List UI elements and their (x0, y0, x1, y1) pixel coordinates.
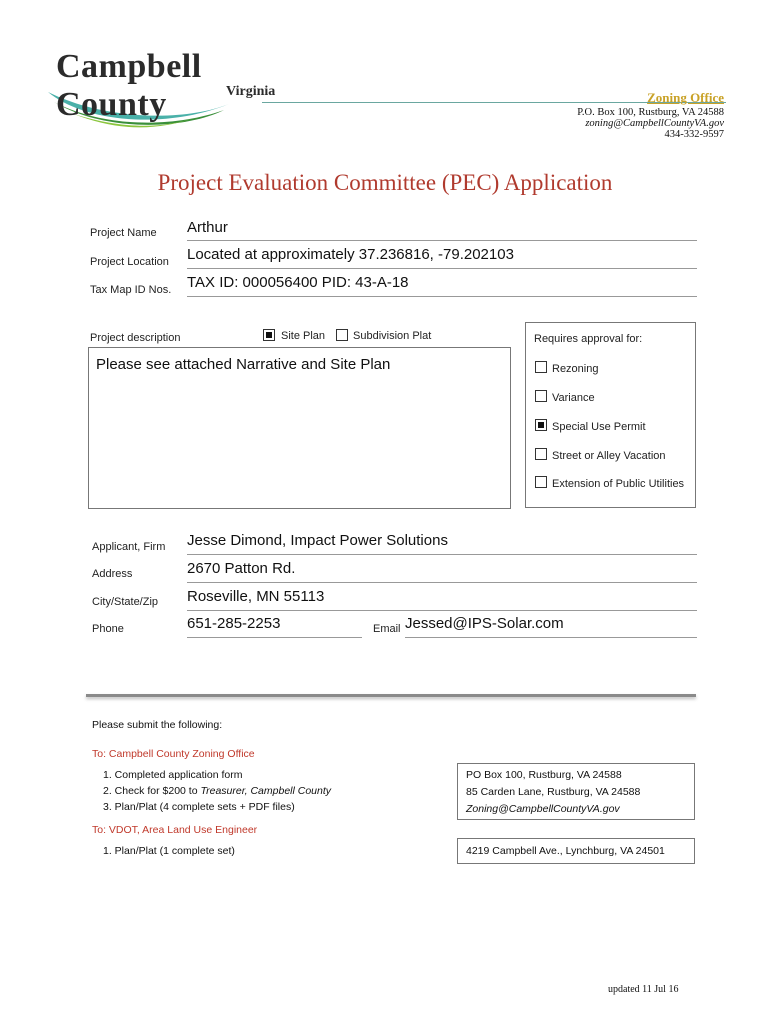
payee-text: Treasurer, Campbell County (200, 785, 332, 797)
phone-label: Phone (92, 623, 124, 635)
logo-subtext: Virginia (226, 84, 276, 99)
vdot-item-1: 1. Plan/Plat (1 complete set) (103, 845, 235, 857)
project-name-field[interactable]: Arthur (187, 219, 697, 241)
county-logo (44, 44, 314, 134)
rezoning-label: Rezoning (552, 363, 599, 375)
public-utilities-checkbox[interactable] (535, 476, 547, 488)
street-alley-vacation-label: Street or Alley Vacation (552, 450, 666, 462)
county-box-line-2: 85 Carden Lane, Rustburg, VA 24588 (466, 786, 641, 798)
project-description-label: Project description (90, 332, 181, 344)
special-use-permit-label: Special Use Permit (552, 421, 646, 433)
section-divider (86, 694, 696, 697)
email-label: Email (373, 623, 401, 635)
project-description-text: Please see attached Narrative and Site Plan (96, 356, 391, 373)
subdivision-plat-checkbox[interactable] (336, 329, 348, 341)
public-utilities-label: Extension of Public Utilities (552, 478, 685, 490)
updated-note: updated 11 Jul 16 (608, 984, 679, 995)
county-item-1: 1. Completed application form (103, 769, 243, 781)
tax-map-field[interactable]: TAX ID: 000056400 PID: 43-A-18 (187, 274, 697, 297)
rezoning-checkbox[interactable] (535, 361, 547, 373)
office-phone: 434-332-9597 (664, 129, 724, 140)
variance-label: Variance (552, 392, 595, 404)
phone-field[interactable]: 651-285-2253 (187, 615, 362, 638)
office-info (577, 90, 724, 140)
variance-checkbox[interactable] (535, 390, 547, 402)
county-address-box (457, 763, 695, 820)
address-label: Address (92, 568, 133, 580)
applicant-field[interactable]: Jesse Dimond, Impact Power Solutions (187, 532, 697, 555)
project-location-label: Project Location (90, 256, 169, 268)
project-location-field[interactable]: Located at approximately 37.236816, -79.202103 (187, 246, 697, 269)
tax-map-label: Tax Map ID Nos. (90, 284, 172, 296)
county-box-line-1: PO Box 100, Rustburg, VA 24588 (466, 769, 622, 781)
project-name-label: Project Name (90, 227, 157, 239)
vdot-box-line: 4219 Campbell Ave., Lynchburg, VA 24501 (466, 845, 665, 857)
city-state-zip-field[interactable]: Roseville, MN 55113 (187, 588, 697, 611)
to-county-heading: To: Campbell County Zoning Office (92, 748, 255, 760)
office-email: zoning@CampbellCountyVA.gov (585, 118, 724, 129)
page-title: Project Evaluation Committee (PEC) Application (157, 170, 613, 195)
logo-text: Campbell County (56, 48, 202, 123)
office-title: Zoning Office (647, 90, 724, 105)
email-field[interactable]: Jessed@IPS-Solar.com (405, 615, 697, 638)
vdot-address-box (457, 838, 695, 864)
address-field[interactable]: 2670 Patton Rd. (187, 560, 697, 583)
county-item-3: 3. Plan/Plat (4 complete sets + PDF files) (103, 801, 295, 813)
office-address: P.O. Box 100, Rustburg, VA 24588 (577, 107, 724, 118)
county-item-2-text: 2. Check for $200 to (103, 785, 201, 797)
city-state-zip-label: City/State/Zip (92, 596, 159, 608)
site-plan-checkbox[interactable] (263, 329, 275, 341)
special-use-permit-checkbox[interactable] (535, 419, 547, 431)
approval-title: Requires approval for: (534, 333, 643, 345)
county-box-email[interactable]: Zoning@CampbellCountyVA.gov (466, 803, 620, 815)
street-alley-vacation-checkbox[interactable] (535, 448, 547, 460)
subdivision-plat-label: Subdivision Plat (353, 330, 432, 342)
project-description-box[interactable] (88, 347, 511, 509)
submit-intro: Please submit the following: (92, 719, 223, 731)
county-item-2 (103, 785, 331, 797)
site-plan-label: Site Plan (281, 330, 326, 342)
to-vdot-heading: To: VDOT, Area Land Use Engineer (92, 824, 258, 836)
applicant-label: Applicant, Firm (92, 541, 166, 553)
